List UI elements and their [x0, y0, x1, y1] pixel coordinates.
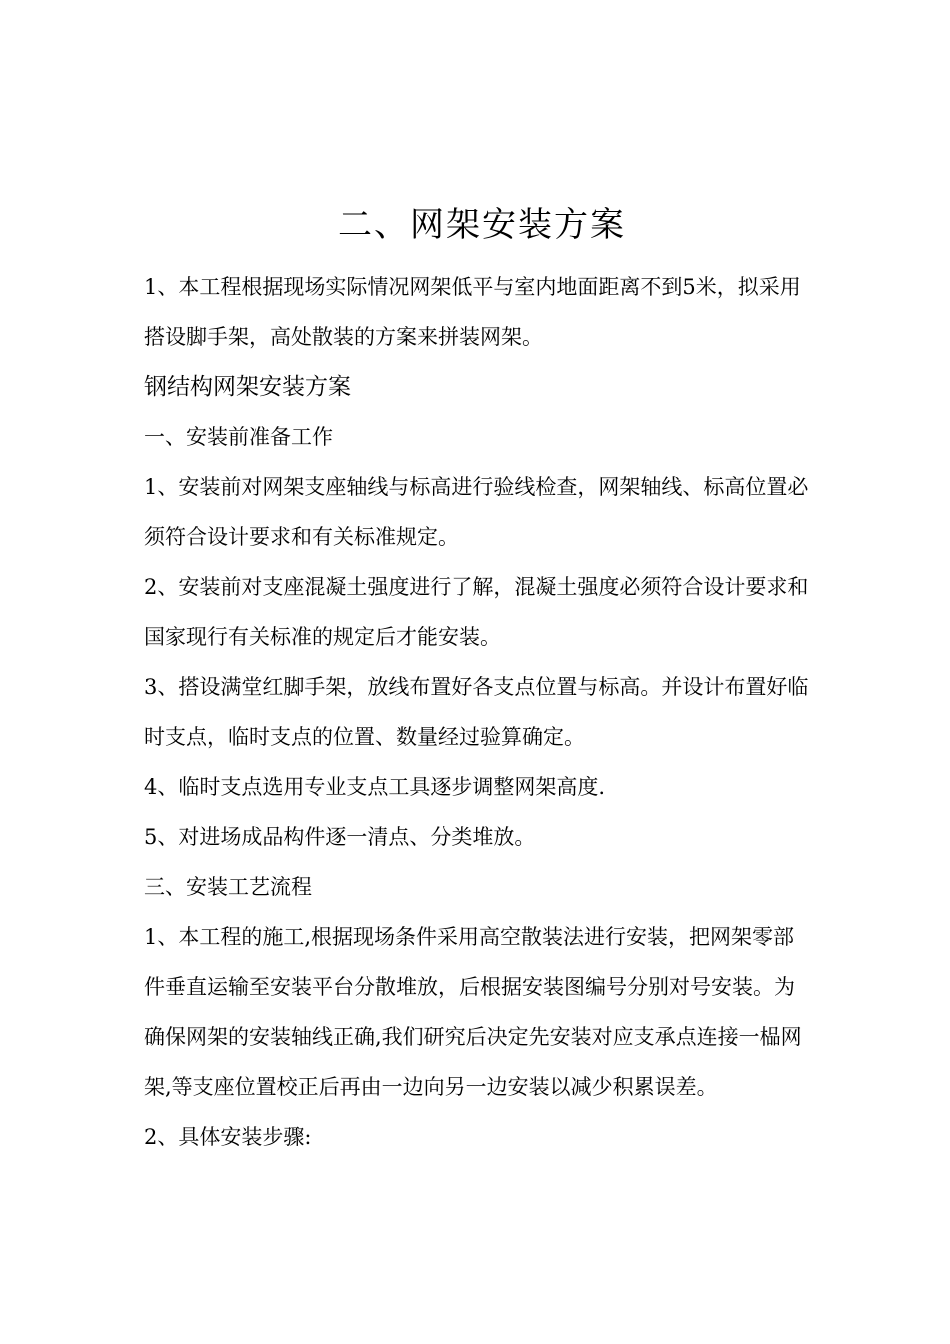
document-body [144, 262, 812, 1162]
paragraph-intro: 1、本工程根据现场实际情况网架低平与室内地面距离不到5米，拟采用搭设脚手架，高处散装的方案来拼装网架。 [144, 275, 801, 349]
document-title: 二、网架安装方案 [338, 205, 626, 245]
section-heading-preparation: 一、安装前准备工作 [144, 425, 333, 449]
paragraph-process-1: 1、本工程的施工,根据现场条件采用高空散装法进行安装，把网架零部件垂直运输至安装平台分散堆放，后根据安装图编号分别对号安装。为确保网架的安装轴线正确,我们研究后决定先安装对应支承点连接一榀网架,等支座位置校正后再由一边向另一边安装以减少积累误差。 [144, 925, 802, 1099]
paragraph-prep-3: 3、搭设满堂红脚手架，放线布置好各支点位置与标高。并设计布置好临时支点，临时支点的位置、数量经过验算确定。 [144, 675, 809, 749]
section-heading-main: 钢结构网架安装方案 [144, 374, 351, 400]
paragraph-prep-5: 5、对进场成品构件逐一清点、分类堆放。 [144, 825, 536, 849]
paragraph-prep-1: 1、安装前对网架支座轴线与标高进行验线检查，网架轴线、标高位置必须符合设计要求和有关标准规定。 [144, 475, 809, 549]
paragraph-prep-4: 4、临时支点选用专业支点工具逐步调整网架高度. [144, 775, 606, 799]
paragraph-process-2: 2、具体安装步骤: [144, 1125, 312, 1149]
section-heading-process: 三、安装工艺流程 [144, 875, 312, 899]
paragraph-prep-2: 2、安装前对支座混凝土强度进行了解，混凝土强度必须符合设计要求和国家现行有关标准的规定后才能安装。 [144, 575, 809, 649]
